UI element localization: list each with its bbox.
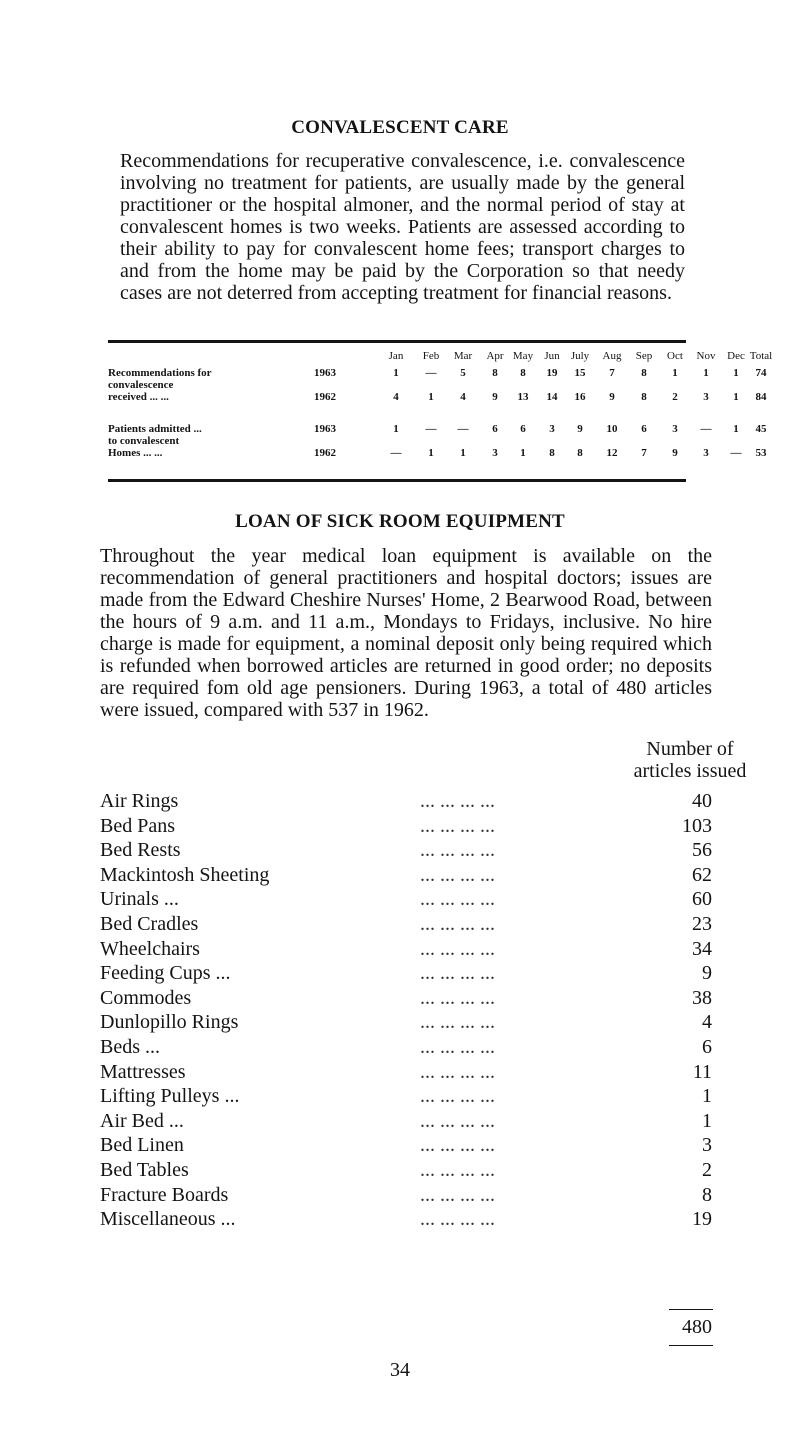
table-cell: — [457,423,469,435]
table-cell: 6 [641,423,647,435]
table-cell: 6 [492,423,498,435]
table-cell: 1 [733,367,739,379]
table-cell: 8 [549,447,555,459]
row-group-label: convalescence [108,379,174,391]
item-count: 60 [692,888,712,910]
leader-dots: ... ... ... ... [420,1110,495,1132]
leader-dots: ... ... ... ... [420,1159,495,1181]
section-heading-loan: LOAN OF SICK ROOM EQUIPMENT [235,511,565,532]
table-cell: 3 [492,447,498,459]
leader-dots: ... ... ... ... [420,962,495,984]
total-rule-bottom [669,1345,713,1346]
table-cell: 9 [672,447,678,459]
leader-dots: ... ... ... ... [420,987,495,1009]
item-count: 2 [702,1159,712,1181]
leader-dots: ... ... ... ... [420,1085,495,1107]
item-label: Bed Rests [100,839,181,861]
table-cell: 84 [755,391,767,403]
table-cell: 1 [428,391,434,403]
table-cell: 74 [755,367,767,379]
month-header: Oct [667,350,683,362]
table-cell: 1 [520,447,526,459]
leader-dots: ... ... ... ... [420,913,495,935]
table-bottom-rule [108,479,686,482]
row-group-label: to convalescent [108,435,180,447]
table-cell: — [390,447,402,459]
table-cell: 8 [492,367,498,379]
leader-dots: ... ... ... ... [420,888,495,910]
month-header: Dec [727,350,745,362]
table-top-rule [108,340,686,343]
item-label: Wheelchairs [100,938,200,960]
row-group-label: Recommendations for [108,367,212,379]
item-count: 4 [702,1011,712,1033]
table-cell: — [700,423,712,435]
table-cell: 53 [755,447,767,459]
table-cell: 3 [703,391,709,403]
item-label: Bed Cradles [100,913,199,935]
month-header: May [512,350,534,362]
table-cell: 8 [641,367,647,379]
item-label: Mackintosh Sheeting [100,864,270,886]
leader-dots: ... ... ... ... [420,1061,495,1083]
item-label: Urinals ... [100,888,179,910]
table-cell: 7 [641,447,647,459]
table-cell: 15 [574,367,586,379]
table-cell: 14 [546,391,558,403]
leader-dots: ... ... ... ... [420,839,495,861]
table-cell: 16 [574,391,586,403]
row-group-label: Homes ... ... [108,447,163,459]
item-label: Bed Tables [100,1159,189,1181]
table-cell: 1 [703,367,709,379]
item-count: 38 [692,987,712,1009]
leader-dots: ... ... ... ... [420,864,495,886]
table-cell: 13 [517,391,529,403]
item-label: Lifting Pulleys ... [100,1085,240,1107]
month-header: Mar [453,350,473,362]
item-label: Commodes [100,987,192,1009]
table-cell: 4 [393,391,399,403]
convalescent-paragraph: Recommendations for recuperative convalescence, i.e. convalescence involving no treatment for patients, are usually made by the general practitioner or the hospital almoner, and the normal period of stay at convalescent homes is two weeks. Patients are assessed according to their ability to pay for convalescent home fees; transport charges to and from the home may be paid by the Corporation so that needy cases are not deterred from accepting treatment for financial reasons. [120,150,685,304]
table-cell: 4 [460,391,466,403]
item-count: 34 [692,938,712,960]
table-cell: 1 [672,367,678,379]
table-cell: 3 [672,423,678,435]
leader-dots: ... ... ... ... [420,938,495,960]
table-cell: 12 [606,447,618,459]
table-cell: 1 [733,423,739,435]
table-cell: — [425,423,437,435]
row-year: 1962 [314,447,336,459]
table-cell: 9 [492,391,498,403]
month-header: Jan [388,350,404,362]
item-count: 8 [702,1184,712,1206]
table-cell: 2 [672,391,678,403]
row-group-label: received ... ... [108,391,169,403]
table-cell: 45 [755,423,767,435]
total-rule-top [669,1309,713,1310]
leader-dots: ... ... ... ... [420,1011,495,1033]
item-count: 1 [702,1085,712,1107]
table-cell: 8 [641,391,647,403]
item-label: Dunlopillo Rings [100,1011,239,1033]
column-heading [590,738,790,782]
item-count: 40 [692,790,712,812]
leader-dots: ... ... ... ... [420,1036,495,1058]
table-cell: 3 [703,447,709,459]
item-label: Air Bed ... [100,1110,184,1132]
row-year: 1963 [314,423,336,435]
item-label: Bed Linen [100,1134,184,1156]
item-label: Feeding Cups ... [100,962,231,984]
item-label: Bed Pans [100,815,175,837]
table-cell: 10 [606,423,618,435]
row-year: 1963 [314,367,336,379]
month-header: Nov [696,350,716,362]
leader-dots: ... ... ... ... [420,790,495,812]
item-label: Beds ... [100,1036,160,1058]
table-cell: 8 [577,447,583,459]
month-header: Sep [635,350,653,362]
table-cell: 9 [577,423,583,435]
table-cell: 1 [428,447,434,459]
loan-total: 480 [682,1316,712,1338]
item-label: Mattresses [100,1061,186,1083]
item-label: Fracture Boards [100,1184,229,1206]
month-header: Total [749,350,773,362]
table-cell: 1 [393,367,399,379]
table-cell: 9 [609,391,615,403]
item-count: 6 [702,1036,712,1058]
item-count: 3 [702,1134,712,1156]
page-number: 34 [390,1359,410,1381]
table-cell: 1 [733,391,739,403]
column-heading-line1: Number of [646,738,734,760]
item-label: Miscellaneous ... [100,1208,236,1230]
item-count: 62 [692,864,712,886]
column-heading-line2: articles issued [633,760,747,782]
table-cell: 1 [393,423,399,435]
table-cell: 8 [520,367,526,379]
leader-dots: ... ... ... ... [420,1134,495,1156]
leader-dots: ... ... ... ... [420,1184,495,1206]
row-year: 1962 [314,391,336,403]
table-cell: 1 [460,447,466,459]
item-count: 1 [702,1110,712,1132]
item-count: 103 [682,815,712,837]
item-count: 23 [692,913,712,935]
leader-dots: ... ... ... ... [420,1208,495,1230]
table-cell: 7 [609,367,615,379]
month-header: Feb [422,350,440,362]
item-count: 56 [692,839,712,861]
month-header: Apr [486,350,504,362]
table-cell: 3 [549,423,555,435]
section-heading-convalescent: CONVALESCENT CARE [291,117,509,138]
leader-dots: ... ... ... ... [420,815,495,837]
table-cell: 19 [546,367,558,379]
item-count: 9 [702,962,712,984]
loan-paragraph: Throughout the year medical loan equipment is available on the recommendation of general practitioners and hospital doctors; issues are made from the Edward Cheshire Nurses' Home, 2 Bearwood Road, between the hours of 9 a.m. and 11 a.m., Mondays to Fridays, inclusive. No hire charge is made for equipment, a nominal deposit only being required which is refunded when borrowed articles are returned in good order; no deposits are required fom old age pensioners. During 1963, a total of 480 articles were issued, compared with 537 in 1962. [100,545,712,721]
table-cell: 6 [520,423,526,435]
row-group-label: Patients admitted ... [108,423,202,435]
item-label: Air Rings [100,790,179,812]
item-count: 19 [692,1208,712,1230]
month-header: Jun [544,350,560,362]
table-cell: — [730,447,742,459]
month-header: Aug [602,350,622,362]
month-header: July [570,350,590,362]
item-count: 11 [692,1061,712,1083]
table-cell: 5 [460,367,466,379]
table-cell: — [425,367,437,379]
